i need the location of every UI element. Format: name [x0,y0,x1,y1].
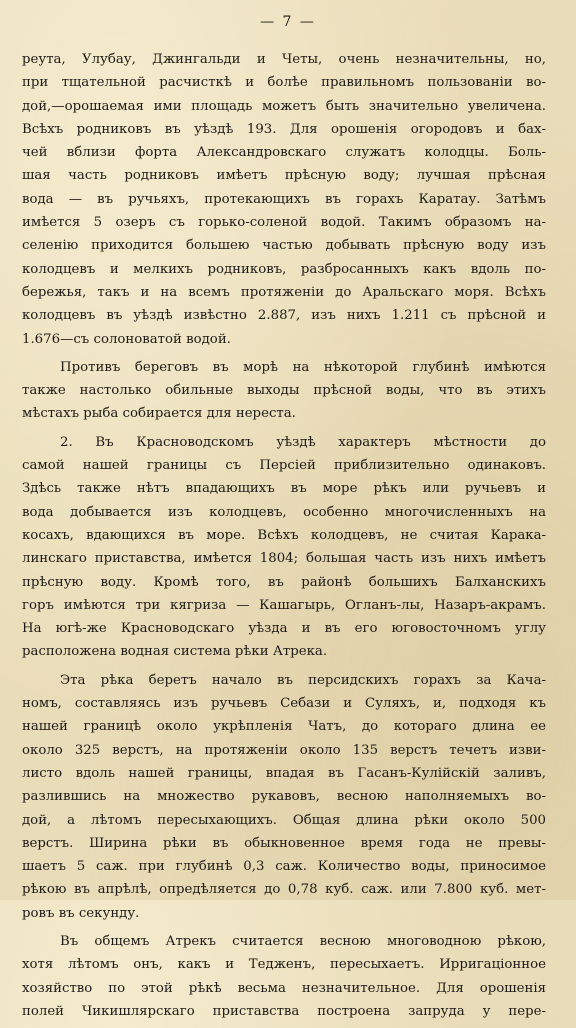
text-line: 1.676—съ солоноватой водой. [22,331,231,347]
text-line: листо вдоль нашей границы, впадая въ Гасанъ-Кулійскій заливъ, [22,765,546,781]
paragraph-atrek-river [22,669,546,925]
text-line: вода добывается изъ колодцевъ, особенно многочисленныхъ на [22,504,546,520]
text-line: при тщательной расчисткѣ и болѣе правильномъ пользованіи во- [22,75,546,91]
text-line: полей Чикишлярскаго приставства построена запруда у пере- [22,1003,546,1019]
text-line: хозяйство по этой рѣкѣ весьма незначительное. Для орошенія [22,980,546,996]
text-line: номъ, составляясь изъ ручьевъ Себази и Суляхъ, и, подходя къ [22,696,546,712]
text-line: расположена водная система рѣки Атрека. [22,644,328,660]
text-line: косахъ, вдающихся въ море. Всѣхъ колодцевъ, не считая Карака- [22,527,546,543]
text-line: самой нашей границы съ Персіей приблизительно одинаковъ. [22,458,546,474]
text-line: На югѣ-же Красноводскаго уѣзда и въ его юговосточномъ углу [22,621,546,637]
text-line: дой,—орошаемая ими площадь можетъ быть значительно увеличена. [22,98,546,114]
paragraph-krasnovodsk [22,431,546,664]
page-number: — 7 — [260,14,316,30]
paragraph-wells-1 [22,48,546,351]
text-line: линскаго приставства, имѣется 1804; большая часть изъ нихъ имѣетъ [22,551,546,567]
text-line: шаетъ 5 саж. при глубинѣ 0,3 саж. Количество воды, приносимое [22,859,546,875]
text-line: прѣсную воду. Кромѣ того, въ районѣ большихъ Балханскихъ [22,574,546,590]
text-line: также настолько обильные выходы прѣсной воды, что въ этихъ [22,383,546,399]
text-line: Эта рѣка беретъ начало въ персидскихъ горахъ за Кача- [60,672,546,688]
paragraph-sea-springs [22,356,546,426]
text-line: селенію приходится большею частью добывать прѣсную воду изъ [22,238,546,254]
text-line: ровъ въ секунду. [22,905,140,921]
paragraph-atrek-general [22,930,546,1023]
text-line: нашей границѣ около укрѣпленія Чатъ, до котораго длина ее [22,719,546,735]
text-line: горъ имѣются три кягриза — Кашагырь, Огланъ-лы, Назаръ-акрамъ. [22,597,546,613]
text-line: вода — въ ручьяхъ, протекающихъ въ горахъ Каратау. Затѣмъ [22,191,546,207]
text-line: верстъ. Ширина рѣки въ обыкновенное время года не превы- [22,835,546,851]
text-line: реута, Улубау, Джингальди и Четы, очень незначительны, но, [22,52,546,67]
text-line: имѣется 5 озеръ съ горько-соленой водой. Такимъ образомъ на- [22,215,546,231]
text-line: колодцевъ и мелкихъ родниковъ, разбросанныхъ какъ вдоль по- [22,261,546,277]
text-line: хотя лѣтомъ онъ, какъ и Тедженъ, пересыхаетъ. Ирригаціонное [22,957,546,973]
text-line: разлившись на множество рукавовъ, весною наполняемыхъ во- [22,789,546,805]
text-line: 2. Въ Красноводскомъ уѣздѣ характеръ мѣстности до [60,434,546,450]
text-line: рѣкою въ апрѣлѣ, опредѣляется до 0,78 куб. саж. или 7.800 куб. мет- [22,882,546,898]
text-line: бережья, такъ и на всемъ протяженіи до Аральскаго моря. Всѣхъ [22,284,546,300]
text-line: мѣстахъ рыба собирается для нереста. [22,406,296,422]
body-text [22,48,546,1028]
text-line: около 325 верстъ, на протяженіи около 135 верстъ течетъ изви- [22,742,546,758]
text-line: чей вблизи форта Александровскаго служатъ колодцы. Боль- [22,145,546,161]
text-line: Въ общемъ Атрекъ считается весною многоводною рѣкою, [60,933,546,949]
text-line: Всѣхъ родниковъ въ уѣздѣ 193. Для орошенія огородовъ и бах- [22,121,546,137]
text-line: колодцевъ въ уѣздѣ извѣстно 2.887, изъ нихъ 1.211 съ прѣсной и [22,308,546,324]
text-line: дой, а лѣтомъ пересыхающихъ. Общая длина рѣки около 500 [22,812,546,828]
text-line: Здѣсь также нѣтъ впадающихъ въ море рѣкъ или ручьевъ и [22,481,546,497]
text-line: шая часть родниковъ имѣетъ прѣсную воду; лучшая прѣсная [22,168,546,184]
text-line: Противъ береговъ въ морѣ на нѣкоторой глубинѣ имѣются [60,359,546,375]
